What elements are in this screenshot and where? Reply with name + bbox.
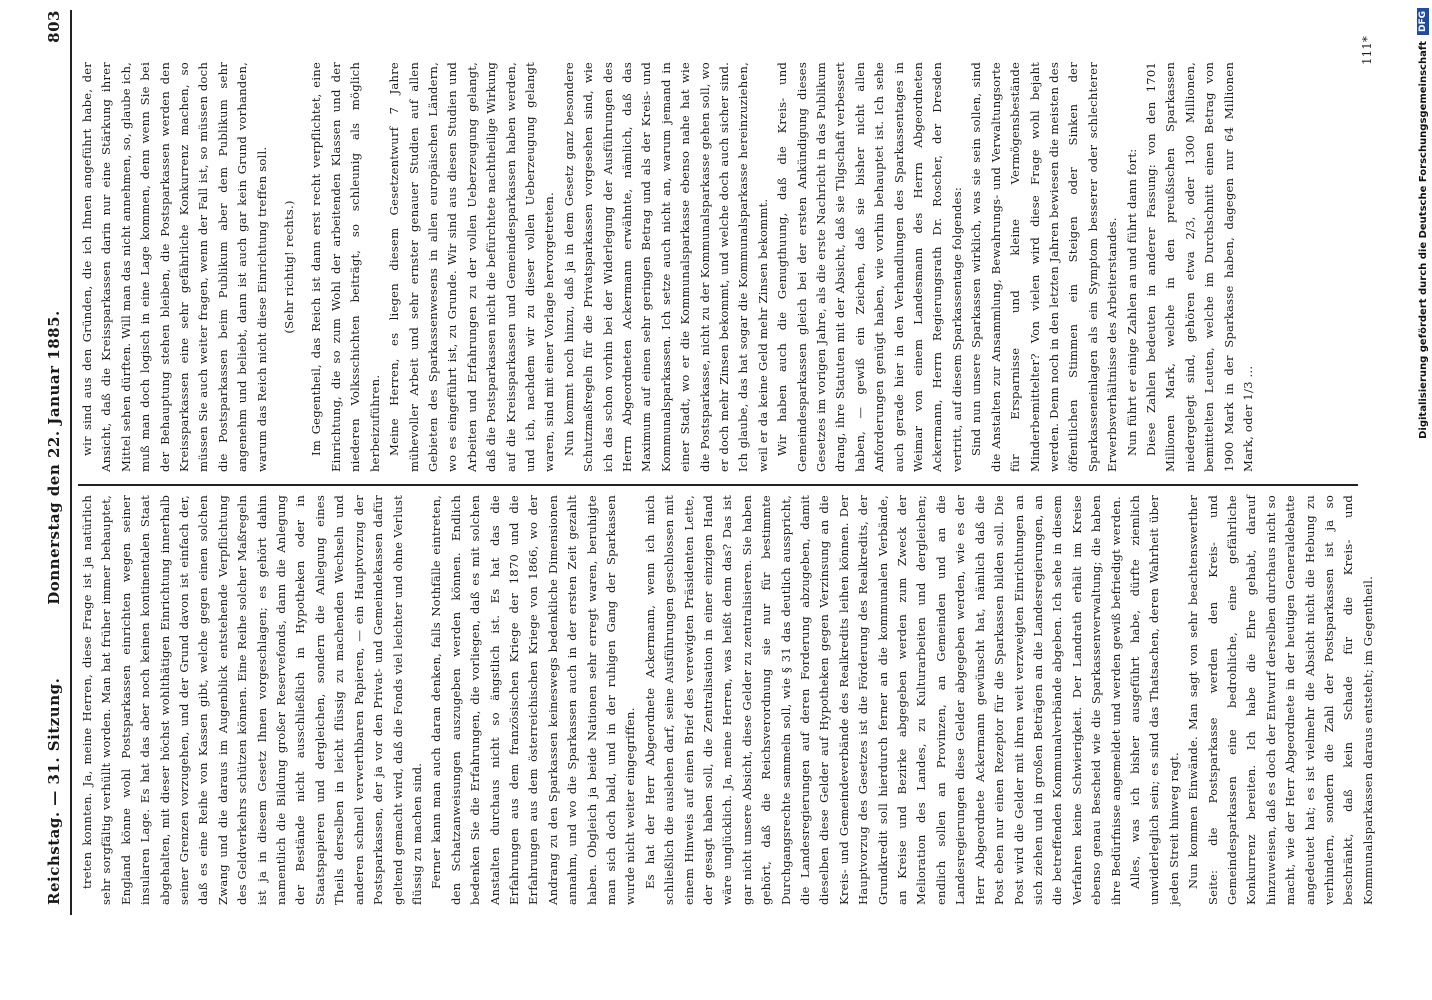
interjection: (Sehr richtig! rechts.) — [282, 200, 297, 334]
paragraph: Es hat der Herr Abgeordnete Ackermann, wenn ich mich schließlich die auslehen darf, seine Ausführungen geschlossen mit einem Hinweis auf einen Brief des verewigten Präsidenten Lette, der gesagt haben soll, die Zentralisation in einer einzigen Hand wäre unglücklich. Ja, meine Herren, was heißt denn das? Das ist gar nicht unsere Absicht, diese Gelder zu zentralisieren. Sie haben gehört, daß die Reichsverordnung sie nur für bestimmte Durchgangsrechte sammeln soll, wie § 31 das deutlich ausspricht, die Landesregierungen auf deren Forderung abzugeben, damit dieselben diese Gelder auf Hypotheken gegen Verzinsung an die Kreis- und Gemeindeverbände des Realkredits leihen können. Der Hauptvorzug des Gesetzes ist die Förderung des Realkredits, der Grundkredit soll hierdurch ferner an die kommunalen Verbände, an Kreise und Bezirke abgegeben werden zum Zweck der Melioration des Landes, zu Kulturarbeiten und dergleichen; endlich sollen an Provinzen, an Gemeinden und an die Landesregierungen diese Gelder abgegeben werden, wie es der Herr Abgeordnete Ackermann gewünscht hat, nämlich daß die Post eben nur einen Rezeptor für die Sparkassen bilden soll. Die Post wird die Gelder mit ihren weit verzweigten Einrichtungen an sich ziehen und in großen Beträgen an die Landesregierungen, an die betreffenden Kommunalverbände abgeben. Ich sehe in diesem Verfahren keine Schwierigkeit. Der Landrath erhält im Kreise ebenso genau Bescheid wie die Sparkassenverwaltung; die haben ihre Bedürfnisse angemeldet und werden gewiß befriedigt werden. — [642, 495, 1123, 905]
paragraph: Nun kommt noch hinzu, daß ja in dem Gesetz ganz besondere Schutzmaßregeln für die Privatsparkassen vorgesehen sind, wie ich das schon vorhin bei der Widerlegung der Ausführungen des Herrn Abgeordneten Ackermann erwähnte, nämlich, daß das Maximum auf einen sehr geringen Betrag und als der Kreis- und Kommunalsparkassen. Ich setze auch nicht an, warum jemand in einer Stadt, wo er die Kommunalsparkasse ebenso nahe hat wie die Postsparkasse, nicht zu der Kommunalsparkasse gehen soll, wo er doch mehr Zinsen bekommt, und welche doch auch sicher sind. Ich glaube, das hat sogar die Kommunalsparkasse hereinzuziehen, weil er da keine Geld mehr Zinsen bekommt. — [561, 62, 770, 472]
quote-paragraph: Sind nun unsere Sparkassen wirklich, was sie sein sollen, sind die Anstalten zur Ansammlung, Bewahrungs- und Verwaltungsorte für Ersparnisse und kleine Vermögensbestände Minderbemittelter? Von vielen wird diese Frage wohl bejaht werden. Denn noch in den letzten Jahren bewiesen die meisten des öffentlichen Stimmen ein Steigen oder Sinken der Sparkasseneinlagen als ein Symptom besserer oder schlechterer Erwerbsverhältnisse des Arbeiterstandes. — [969, 62, 1120, 472]
header-date: Donnerstag den 22. Januar 1885. — [45, 310, 63, 605]
dfg-logo: DFG — [1417, 8, 1429, 35]
header-rule — [70, 10, 72, 915]
paragraph: Wir haben auch die Genugthuung, daß die Kreis- und Gemeindesparkassen gleich bei der ersten Ankündigung dieses Gesetzes im vorigen Jahre, als die erste Nachricht in das Publikum drang, ihre Statuten mit der Absicht, daß sie Tilgschaft verbessert haben, — gewiß ein Zeichen, daß sie bisher nicht allen Anforderungen genügt haben, wie vorhin behauptet ist. Ich sehe auch gerade hier in den Verhandlungen des Sparkassentages in Weimar von einem Landesmann des Herrn Abgeordneten Ackermann, Herrn Regierungsrath Dr. Roscher, der Dresden vertritt, auf diesem Sparkassentage folgendes: — [775, 62, 964, 472]
page-number: 803 — [45, 10, 63, 43]
header-section: Reichstag. — 31. Sitzung. — [45, 677, 63, 905]
page-header — [40, 10, 70, 905]
paragraph: Nun führt er einige Zahlen an und führt dann fort: — [1124, 148, 1139, 456]
paragraph: Ferner kann man auch daran denken, falls Nothfälle eintreten, den Schatzanweisungen auszugeben werden können. Endlich bedenken Sie die Erfahrungen, die vorliegen, daß es mit solchen Anstalten durchaus nicht so ängstlich ist. Es hat das die Erfahrungen aus dem französischen Kriege der 1870 und die Erfahrungen aus dem österreichischen Kriege von 1866, wo der Andrang zu den Sparkassen keineswegs bedenkliche Dimensionen annahm, und wo die Sparkassen auch in der ersten Zeit gezahlt haben. Obgleich ja beide Nationen sehr erregt waren, beruhigte man sich doch bald, und in der ruhigen Gang der Sparkassen wurde nicht weiter eingegriffen. — [429, 495, 638, 905]
paragraph: wir sind aus den Gründen, die ich Ihnen angeführt habe, der Ansicht, daß die Kreissparkassen darin nur eine Stärkung ihrer Mittel sehen dürften. Will man das nicht annehmen, so, glaube ich, muß man doch logisch in eine Lage kommen, denn wenn Sie bei der Behauptung stehen bleiben, die Postsparkassen werden den Kreissparkassen eine sehr gefährliche Konkurrenz machen, so müssen Sie auch weiter fragen, wenn der Fall ist, so müssen doch die Postsparkassen beim Publikum aber dem Publikum sehr angenehm und beliebt, dann ist auch gar kein Grund vorhanden, warum das Reich nicht diese Einrichtung treffen soll. — [80, 62, 269, 472]
paragraph: Im Gegentheil, das Reich ist dann erst recht verpflichtet, eine Einrichtung, die so zum Wohl der arbeitenden Klassen und der niederen Volksschichten beiträgt, so schleunig als möglich herbeizuführen. — [309, 62, 382, 472]
dfg-notice-text: Digitalisierung gefördert durch die Deutsche Forschungsgemeinschaft — [1417, 41, 1429, 439]
paragraph: Meine Herren, es liegen diesem Gesetzentwurf 7 Jahre mühevoller Arbeit und sehr ernster genauer Studien auf allen Gebieten des Sparkassenwesens in allen europäischen Ländern, wo es eingeführt ist, zu Grunde. Wir sind aus diesen Studien und Arbeiten und Erfahrungen zu der vollen Ueberzeugung gelangt, daß die Postsparkassen nicht die befürchtete nachtheilige Wirkung auf die Kreissparkassen und Gemeindesparkassen haben werden, und ich, nachdem wir zu dieser vollen Ueberzeugung gelangt waren, sind mit einer Vorlage hervorgetreten. — [387, 62, 557, 472]
paragraph: Alles, was ich bisher ausgeführt habe, dürfte ziemlich unwiderleglich sein; es sind das Thatsachen, deren Wahrheit über jeden Streit hinweg ragt. — [1127, 495, 1181, 905]
right-column — [78, 62, 1363, 472]
paragraph: Nun kommen Einwände. Man sagt von sehr beachtenswerther Seite: die Postsparkasse werden den Kreis- und Gemeindesparkassen eine bedrohliche, eine gefährliche Konkurrenz bereiten. Ich habe die Ehre gehabt, darauf hinzuweisen, daß es doch der Entwurf derselben durchaus nicht so macht, wie der Herr Abgeordnete in der heutigen Generaldebatte angedeutet hat; es ist vielmehr die Absicht nicht die Hebung zu verhindern, sondern die Zahl der Postsparkassen ist ja so beschränkt, daß kein Schade für die Kreis- und Kommunalsparkassen daraus entsteht; im Gegentheil. — [1186, 495, 1375, 905]
sheet-signature: 111* — [1360, 36, 1374, 65]
paragraph: treten konnten. Ja, meine Herren, diese Frage ist ja natürlich sehr sorgfältig verhüllt worden. Man hat früher immer behauptet, England könne wohl Postsparkassen einrichten wegen seiner insularen Lage. Es hat das aber noch keinen kontinentalen Staat abgehalten, mit dieser höchst wohlthätigen Einrichtung innerhalb seiner Grenzen vorzugehen, und der Grund davon ist einfach der, daß es eine Reihe von Kassen gibt, welche gegen einen solchen Zwang und die daraus im Augenblick entstehende Verpflichtung des Geldverkehrs schützen können. Eine Reihe solcher Maßregeln ist ja in diesem Gesetz Ihnen vorgeschlagen; es gehört dahin namentlich die Bildung großer Reservefonds, dann die Anlegung der Bestände nicht ausschließlich in Hypotheken oder in Staatspapieren und dergleichen, sondern die Anlegung eines Theils derselben in leicht flüssig zu machenden Wechseln und anderen schnell verwerthbaren Papieren, — ein Hauptvorzug der Postsparkassen, der ja vor den Privat- und Gemeindekassen dafür geltend gemacht wird, daß die Fonds viel leichter und ohne Verlust flüssig zu machen sind. — [80, 495, 424, 905]
column-divider — [78, 484, 1358, 486]
left-column — [78, 495, 1375, 905]
dfg-notice-bar — [1414, 0, 1432, 1000]
quote-paragraph: Diese Zahlen bedeuten in anderer Fassung: von den 1701 Millionen Mark, welche in den preußischen Sparkassen niedergelegt sind, gehören etwa 2/3, oder 1300 Millionen, bemittelten Leuten, welche im Durchschnitt einen Betrag von 1900 Mark in der Sparkasse haben, dagegen nur 64 Millionen Mark, oder 1/3 ... — [1143, 62, 1255, 472]
